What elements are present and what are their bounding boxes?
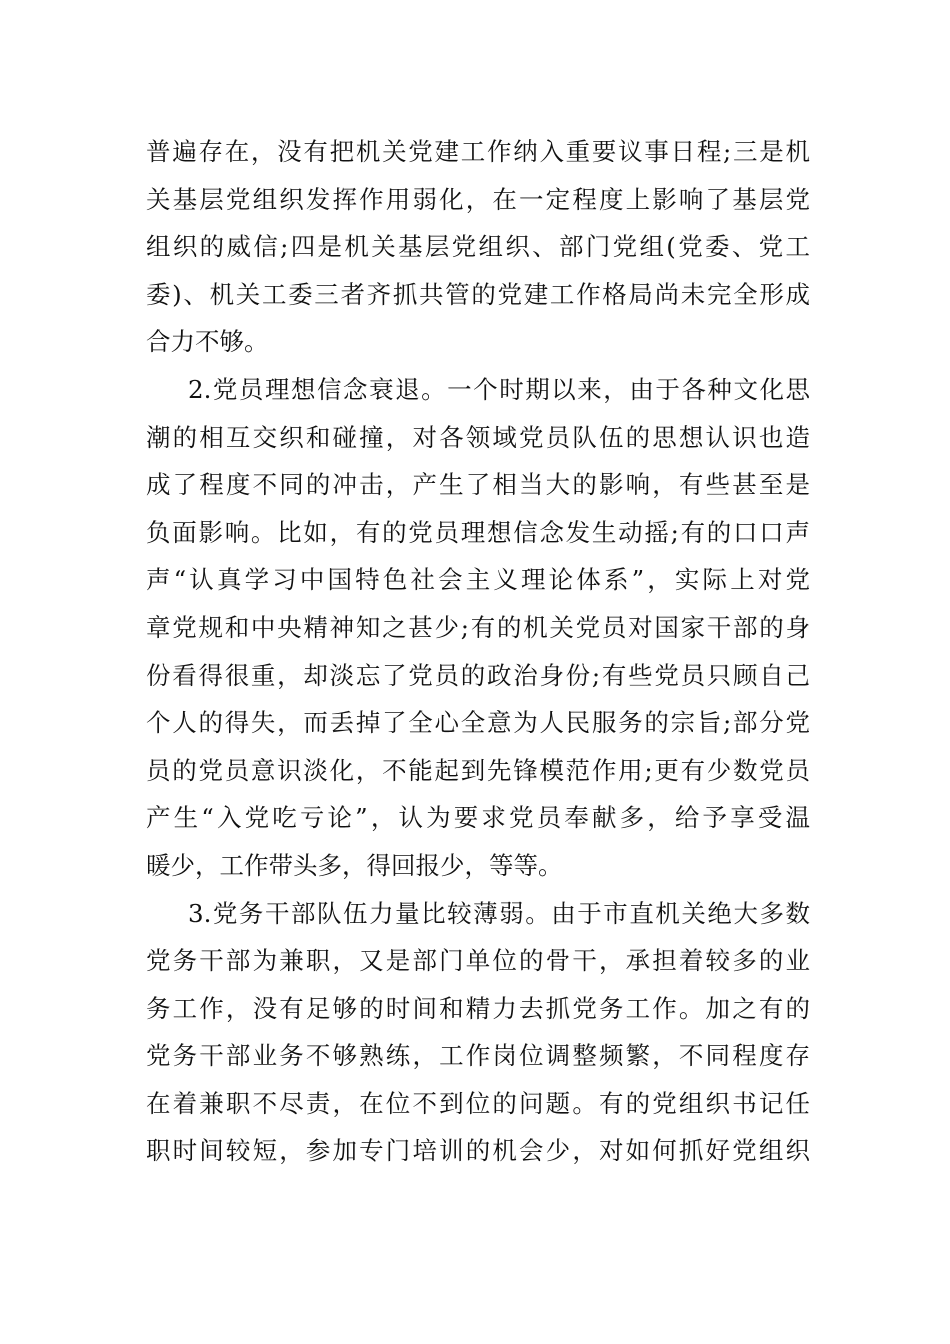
text-line: 委)、机关工委三者齐抓共管的党建工作格局尚未完全形成 <box>146 279 810 309</box>
text-line: 职时间较短，参加专门培训的机会少，对如何抓好党组织 <box>146 1136 810 1166</box>
body-text <box>146 128 810 1175</box>
paragraph-1 <box>146 128 810 366</box>
text-line: 暖少，工作带头多，得回报少，等等。 <box>146 850 563 880</box>
paragraph-2 <box>146 366 810 890</box>
text-line: 普遍存在，没有把机关党建工作纳入重要议事日程;三是机 <box>146 137 810 166</box>
text-line: 组织的威信;四是机关基层党组织、部门党组(党委、党工 <box>146 232 810 262</box>
text-line: 在着兼职不尽责，在位不到位的问题。有的党组织书记任 <box>146 1088 810 1118</box>
paragraph-3 <box>146 890 810 1176</box>
text-line: 合力不够。 <box>146 327 269 357</box>
text-line: 产生“入党吃亏论”，认为要求党员奉献多，给予享受温 <box>146 803 810 833</box>
text-line: 党务干部为兼职，又是部门单位的骨干，承担着较多的业 <box>146 946 810 976</box>
text-line: 潮的相互交织和碰撞，对各领域党员队伍的思想认识也造 <box>146 422 810 452</box>
text-line: 份看得很重，却淡忘了党员的政治身份;有些党员只顾自己 <box>146 660 810 690</box>
text-line: 务工作，没有足够的时间和精力去抓党务工作。加之有的 <box>146 993 810 1023</box>
text-line: 关基层党组织发挥作用弱化，在一定程度上影响了基层党 <box>146 184 810 214</box>
text-line: 3.党务干部队伍力量比较薄弱。由于市直机关绝大多数 <box>188 898 810 928</box>
text-line: 负面影响。比如，有的党员理想信念发生动摇;有的口口声 <box>146 517 810 547</box>
text-line: 2.党员理想信念衰退。一个时期以来，由于各种文化思 <box>188 374 810 404</box>
text-line: 声“认真学习中国特色社会主义理论体系”，实际上对党 <box>146 565 810 595</box>
text-line: 个人的得失，而丢掉了全心全意为人民服务的宗旨;部分党 <box>146 708 810 738</box>
text-line: 章党规和中央精神知之甚少;有的机关党员对国家干部的身 <box>146 612 810 642</box>
text-line: 党务干部业务不够熟练，工作岗位调整频繁，不同程度存 <box>146 1041 810 1071</box>
text-line: 员的党员意识淡化，不能起到先锋模范作用;更有少数党员 <box>146 755 810 785</box>
text-line: 成了程度不同的冲击，产生了相当大的影响，有些甚至是 <box>146 470 810 500</box>
